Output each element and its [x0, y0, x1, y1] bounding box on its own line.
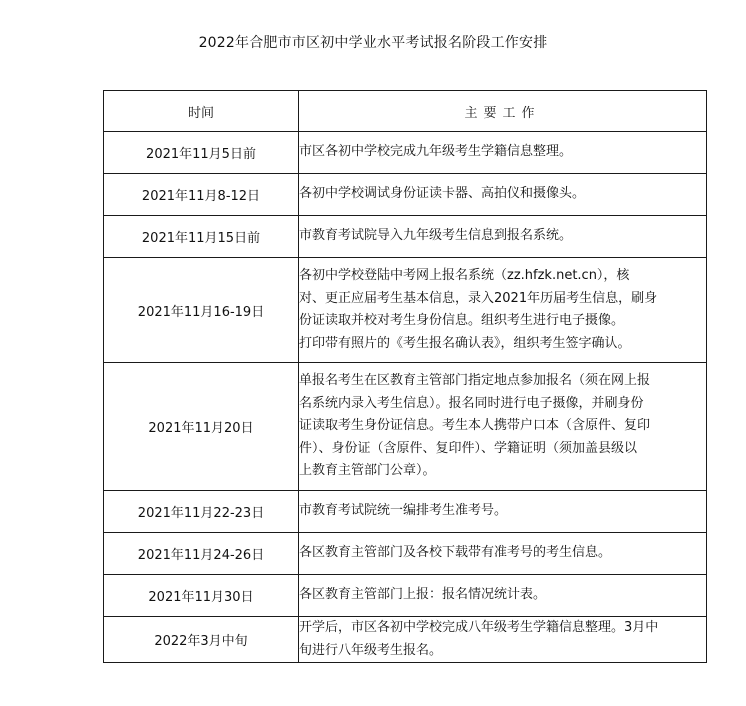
task-line: 证读取考生身份证信息。考生本人携带户口本（含原件、复印: [299, 418, 651, 434]
task-line: 市区各初中学校完成九年级考生学籍信息整理。: [299, 144, 573, 160]
header-time: 时间: [104, 91, 299, 132]
task-line: 件）、身份证（含原件、复印件）、学籍证明（须加盖县级以: [299, 440, 638, 456]
date-cell: 2021年11月22-23日: [104, 491, 299, 533]
table-header-row: [104, 91, 707, 132]
table-row: [104, 491, 707, 533]
header-main-work: 主要工作: [299, 91, 707, 132]
table-row: [104, 575, 707, 617]
task-line: 旬进行八年级考生报名。: [299, 642, 443, 658]
table-row: [104, 132, 707, 174]
task-line: 对、更正应届考生基本信息，录入2021年历届考生信息，刷身: [299, 290, 658, 306]
task-line: 各区教育主管部门上报：报名情况统计表。: [299, 587, 547, 603]
date-cell: 2021年11月8-12日: [104, 174, 299, 216]
task-cell: [299, 575, 707, 617]
date-cell: 2021年11月30日: [104, 575, 299, 617]
table-row: [104, 617, 707, 663]
table-row: [104, 258, 707, 363]
task-line: 各区教育主管部门及各校下载带有准考号的考生信息。: [299, 545, 612, 561]
table-row: [104, 216, 707, 258]
task-line: 上教育主管部门公章）。: [299, 463, 436, 479]
date-cell: 2021年11月15日前: [104, 216, 299, 258]
task-line: 各初中学校调试身份证读卡器、高拍仪和摄像头。: [299, 186, 586, 202]
task-cell: [299, 363, 707, 491]
date-cell: 2021年11月5日前: [104, 132, 299, 174]
task-cell: [299, 216, 707, 258]
task-line: 名系统内录入考生信息）。报名同时进行电子摄像，并刷身份: [299, 395, 644, 411]
task-line: 市教育考试院统一编排考生准考号。: [299, 503, 508, 519]
task-cell: [299, 491, 707, 533]
task-line: 打印带有照片的《考生报名确认表》，组织考生签字确认。: [299, 335, 631, 351]
task-line: 市教育考试院导入九年级考生信息到报名系统。: [299, 228, 573, 244]
task-line: 单报名考生在区教育主管部门指定地点参加报名（须在网上报: [299, 373, 651, 389]
date-cell: 2021年11月24-26日: [104, 533, 299, 575]
schedule-table: [103, 90, 707, 663]
task-cell: [299, 174, 707, 216]
task-line: 份证读取并校对考生身份信息。组织考生进行电子摄像。: [299, 313, 625, 328]
date-cell: 2022年3月中旬: [104, 617, 299, 663]
table-row: [104, 363, 707, 491]
task-cell: [299, 533, 707, 575]
task-cell: [299, 258, 707, 363]
task-line: 各初中学校登陆中考网上报名系统（zz.hfzk.net.cn），核: [299, 268, 630, 283]
date-cell: 2021年11月20日: [104, 363, 299, 491]
table-row: [104, 533, 707, 575]
date-cell: 2021年11月16-19日: [104, 258, 299, 363]
table-row: [104, 174, 707, 216]
task-cell: [299, 132, 707, 174]
document-title: 2022年合肥市市区初中学业水平考试报名阶段工作安排: [198, 35, 548, 51]
task-line: 开学后，市区各初中学校完成八年级考生学籍信息整理。3月中: [299, 620, 659, 635]
task-cell: [299, 617, 707, 663]
